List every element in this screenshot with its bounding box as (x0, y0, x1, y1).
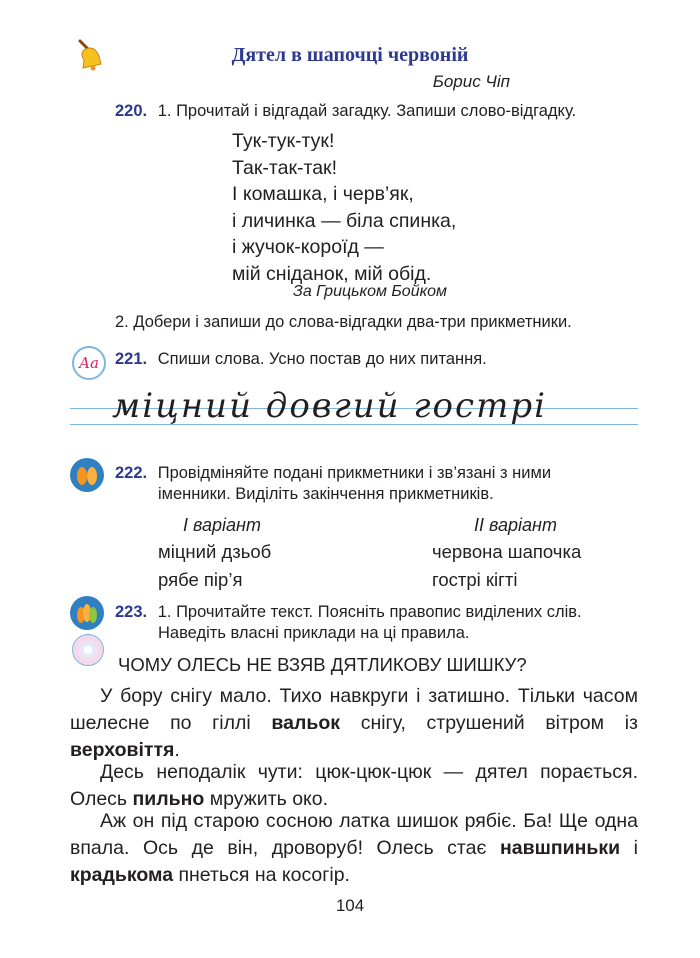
task-instruction: 2. Добери і запиши до слова-відгадки два-три прикметники. (115, 313, 572, 331)
task-instruction: 1. Прочитай і відгадай загадку. Запиши слово-відгадку. (157, 102, 577, 120)
word-pair: червона шапочка (432, 541, 582, 562)
task-instruction: Спиши слова. Усно постав до них питання. (157, 350, 487, 368)
word-pair: гострі кігті (432, 569, 518, 590)
highlighted-word: пильно (132, 788, 205, 810)
task-instruction: Провідміняйте подані прикметники і зв’язані з ними (157, 464, 552, 482)
variant-2-label: II варіант (474, 515, 557, 535)
paragraph-text: мружить око. (204, 788, 329, 810)
highlighted-word: верховіття (70, 739, 175, 761)
paragraph-text: снігу, струшений вітром із (340, 712, 638, 734)
poem-line: Тук-тук-тук! (232, 130, 335, 152)
disc-icon (72, 634, 104, 666)
variant-1-label: I варіант (183, 515, 261, 535)
paragraph-text: пнеться на косогір. (173, 864, 350, 886)
paragraph-text: і (620, 837, 638, 859)
letters-icon (72, 346, 106, 380)
riddle-poem (232, 128, 456, 287)
poem-source: За Грицьком Бойком (293, 283, 448, 300)
variant-2-words (432, 538, 581, 594)
page-number: 104 (335, 896, 365, 915)
page-title: Дятел в шапочці червоній (231, 44, 469, 66)
handwritten-words: міцний довгий гострі (112, 386, 547, 426)
highlighted-word: крадькома (70, 864, 174, 886)
poem-line: і личинка — біла спинка, (232, 209, 457, 232)
poem-line: Так-так-так! (232, 156, 337, 179)
variant-1-words (158, 538, 271, 594)
text-paragraph-1 (70, 683, 638, 764)
paragraph-text: . (174, 739, 180, 761)
task-223 (115, 602, 582, 623)
text-paragraph-3 (70, 808, 638, 889)
task-number: 222. (115, 464, 148, 482)
text-heading: ЧОМУ ОЛЕСЬ НЕ ВЗЯВ ДЯТЛИКОВУ ШИШКУ? (118, 654, 527, 675)
poem-line: мій сніданок, мій обід. (232, 262, 432, 285)
highlighted-word: вальок (271, 712, 341, 734)
author-name: Борис Чіп (432, 72, 510, 91)
highlighted-word: навшпиньки (499, 837, 621, 859)
poem-line: І комашка, і черв’як, (232, 183, 414, 205)
word-pair: рябе пір’я (158, 569, 243, 590)
task-222 (115, 463, 551, 484)
group-work-icon (70, 596, 104, 630)
task-number: 220. (115, 102, 148, 120)
poem-line: і жучок-короїд — (232, 236, 384, 258)
task-instruction: іменники. Виділіть закінчення прикметників. (158, 485, 494, 503)
paragraph-text: У бору снігу мало. Тихо навкруги і затишно. Тільки часом шелесне по гіллі (70, 685, 638, 734)
task-instruction: Наведіть власні приклади на ці правила. (158, 624, 470, 642)
task-220 (115, 101, 576, 122)
task-number: 221. (115, 350, 148, 368)
pair-work-icon (70, 458, 104, 492)
text-paragraph-2 (70, 759, 638, 813)
word-pair: міцний дзьоб (158, 541, 272, 562)
paragraph-text: Аж он під старою сосною латка шишок рябіє. Ба! Ще одна впала. Ось де він, дроворуб! Олесь стає (70, 810, 638, 859)
task-221 (115, 349, 487, 370)
task-number: 223. (115, 603, 148, 621)
letters-icon-label: Aa (79, 354, 99, 372)
task-instruction: 1. Прочитайте текст. Поясніть правопис виділених слів. (157, 603, 582, 621)
paragraph-text: Десь неподалік чути: цюк-цюк-цюк — дятел порається. Олесь (70, 761, 638, 810)
